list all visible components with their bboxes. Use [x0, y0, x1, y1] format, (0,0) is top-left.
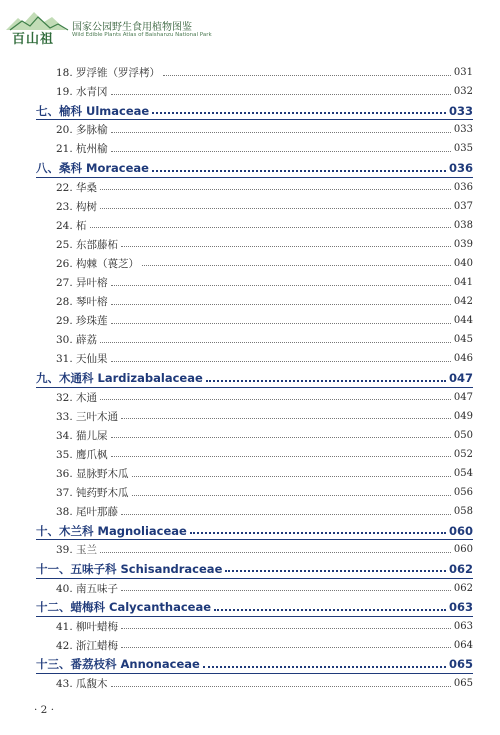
toc-page-number: 045: [453, 334, 473, 346]
dot-leader: [100, 188, 451, 190]
dot-leader: [206, 379, 446, 382]
toc-page-number: 060: [453, 544, 473, 556]
toc-entry[interactable]: [36, 407, 473, 426]
toc-page-number: 054: [453, 468, 473, 480]
toc-entry[interactable]: [36, 464, 473, 483]
toc-page-number: 031: [453, 67, 473, 79]
toc-label: 20. 多脉榆: [56, 124, 108, 137]
dot-leader: [111, 455, 451, 457]
toc-label: 39. 玉兰: [56, 544, 98, 557]
dot-leader: [100, 551, 451, 553]
toc-label: 26. 构棘（葨芝）: [56, 257, 140, 270]
toc-entry[interactable]: [36, 216, 473, 235]
dot-leader: [142, 264, 451, 266]
toc-entry[interactable]: [36, 311, 473, 330]
dot-leader: [152, 111, 446, 114]
toc-page-number: 064: [453, 639, 473, 651]
dot-leader: [111, 131, 451, 133]
toc-entry[interactable]: [36, 483, 473, 502]
toc-page-number: 033: [453, 124, 473, 136]
toc-page-number: 032: [453, 86, 473, 98]
toc-label: 29. 珍珠莲: [56, 315, 108, 328]
toc-label: 28. 琴叶榕: [56, 296, 108, 309]
toc-page-number: 047: [453, 391, 473, 403]
toc-label: 27. 异叶榕: [56, 277, 108, 290]
toc-label: 八、桑科 Moraceae: [36, 161, 149, 176]
toc-entry[interactable]: [36, 388, 473, 407]
dot-leader: [121, 589, 451, 591]
toc-family-heading[interactable]: [36, 559, 473, 578]
toc-page-number: 044: [453, 315, 473, 327]
park-logo: [6, 8, 78, 46]
toc-page-number: 058: [453, 506, 473, 518]
toc-label: 42. 浙江蜡梅: [56, 639, 119, 652]
dot-leader: [100, 398, 451, 400]
toc-label: 34. 猫儿屎: [56, 429, 108, 442]
toc-label: 19. 水青冈: [56, 86, 108, 99]
toc-page-number: 038: [453, 219, 473, 231]
toc-page-number: 060: [448, 523, 473, 538]
toc-page-number: 040: [453, 257, 473, 269]
toc-label: 36. 显脉野木瓜: [56, 468, 129, 481]
toc-entry[interactable]: [36, 178, 473, 197]
toc-page-number: 036: [448, 161, 473, 176]
dot-leader: [190, 531, 446, 534]
dot-leader: [111, 685, 451, 687]
toc-entry[interactable]: [36, 445, 473, 464]
toc-page-number: 037: [453, 200, 473, 212]
toc-label: 41. 柳叶蜡梅: [56, 620, 119, 633]
dot-leader: [100, 207, 451, 209]
toc-entry[interactable]: [36, 254, 473, 273]
toc-label: 七、榆科 Ulmaceae: [36, 103, 150, 118]
toc-family-heading[interactable]: [36, 158, 473, 177]
dot-leader: [111, 284, 451, 286]
toc-label: 31. 天仙果: [56, 353, 108, 366]
dot-leader: [121, 417, 451, 419]
toc-entry[interactable]: [36, 273, 473, 292]
toc-label: 37. 钝药野木瓜: [56, 487, 129, 500]
toc-label: 18. 罗浮锥（罗浮栲）: [56, 67, 161, 80]
dot-leader: [121, 627, 451, 629]
toc-entry[interactable]: [36, 636, 473, 655]
dot-leader: [111, 93, 451, 95]
toc-family-heading[interactable]: [36, 369, 473, 388]
toc-family-heading[interactable]: [36, 598, 473, 617]
toc-family-heading[interactable]: [36, 655, 473, 674]
header-subtitle: Wild Edible Plants Atlas of Baishanzu National Park: [72, 32, 212, 38]
dot-leader: [214, 608, 446, 611]
toc-label: 十一、五味子科 Schisandraceae: [36, 561, 223, 576]
logo-text: 百山祖: [12, 32, 55, 47]
toc-page-number: 049: [453, 410, 473, 422]
toc-page-number: 052: [453, 448, 473, 460]
toc-page-number: 046: [453, 353, 473, 365]
toc-entry[interactable]: [36, 617, 473, 636]
toc-label: 24. 柘: [56, 219, 87, 232]
dot-leader: [100, 341, 451, 343]
toc-label: 33. 三叶木通: [56, 410, 119, 423]
toc-page-number: 062: [453, 582, 473, 594]
dot-leader: [203, 665, 446, 668]
toc-page-number: 062: [448, 561, 473, 576]
toc-page-number: 042: [453, 296, 473, 308]
header-title: 国家公园野生食用植物图鉴: [72, 22, 192, 33]
toc-entry[interactable]: [36, 292, 473, 311]
toc-label: 十三、番荔枝科 Annonaceae: [36, 657, 200, 672]
dot-leader: [225, 569, 446, 572]
dot-leader: [163, 74, 451, 76]
toc-label: 九、木通科 Lardizabalaceae: [36, 371, 203, 386]
toc-entry[interactable]: [36, 120, 473, 139]
toc-label: 35. 鹰爪枫: [56, 448, 108, 461]
toc-label: 30. 薜荔: [56, 334, 98, 347]
toc-label: 21. 杭州榆: [56, 143, 108, 156]
dot-leader: [90, 226, 451, 228]
toc-entry[interactable]: [36, 349, 473, 368]
page-header: [6, 8, 306, 48]
toc-entry[interactable]: [36, 540, 473, 559]
toc-family-heading[interactable]: [36, 521, 473, 540]
toc-page-number: 033: [448, 103, 473, 118]
toc-entry[interactable]: [36, 426, 473, 445]
toc-label: 32. 木通: [56, 391, 98, 404]
toc-page-number: 063: [448, 600, 473, 615]
toc-label: 40. 南五味子: [56, 582, 119, 595]
dot-leader: [111, 303, 451, 305]
toc-entry[interactable]: [36, 674, 473, 693]
toc-label: 十、木兰科 Magnoliaceae: [36, 523, 187, 538]
toc-page-number: 047: [448, 371, 473, 386]
dot-leader: [121, 513, 451, 515]
toc-page-number: 056: [453, 487, 473, 499]
toc-entry[interactable]: [36, 82, 473, 101]
toc-label: 38. 尾叶那藤: [56, 506, 119, 519]
toc-label: 22. 华桑: [56, 181, 98, 194]
toc-entry[interactable]: [36, 139, 473, 158]
dot-leader: [111, 360, 451, 362]
dot-leader: [152, 169, 446, 172]
dot-leader: [132, 475, 451, 477]
dot-leader: [111, 436, 451, 438]
dot-leader: [111, 150, 451, 152]
table-of-contents: [36, 63, 473, 693]
toc-entry[interactable]: [36, 502, 473, 521]
toc-label: 43. 瓜馥木: [56, 678, 108, 691]
toc-label: 25. 东部藤柘: [56, 238, 119, 251]
toc-page-number: 041: [453, 277, 473, 289]
toc-page-number: 063: [453, 620, 473, 632]
dot-leader: [111, 322, 451, 324]
dot-leader: [132, 494, 451, 496]
dot-leader: [121, 646, 451, 648]
toc-page-number: 065: [448, 657, 473, 672]
toc-family-heading[interactable]: [36, 101, 473, 120]
toc-page-number: 036: [453, 181, 473, 193]
page-number: · 2 ·: [34, 704, 55, 716]
toc-entry[interactable]: [36, 63, 473, 82]
toc-page-number: 035: [453, 143, 473, 155]
toc-label: 十二、蜡梅科 Calycanthaceae: [36, 600, 212, 615]
toc-label: 23. 构树: [56, 200, 98, 213]
toc-entry[interactable]: [36, 579, 473, 598]
toc-entry[interactable]: [36, 197, 473, 216]
dot-leader: [121, 245, 451, 247]
toc-page-number: 065: [453, 678, 473, 690]
toc-page-number: 039: [453, 238, 473, 250]
toc-entry[interactable]: [36, 330, 473, 349]
toc-page-number: 050: [453, 429, 473, 441]
toc-entry[interactable]: [36, 235, 473, 254]
